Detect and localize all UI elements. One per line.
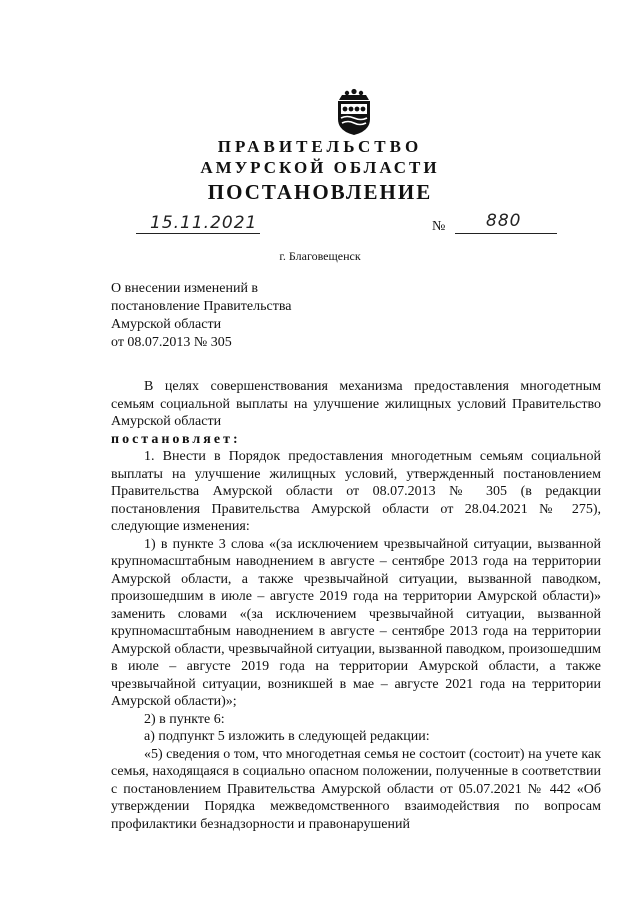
subject-line: от 08.07.2013 № 305 [111,335,232,350]
government-title: ПРАВИТЕЛЬСТВО [217,137,423,156]
paragraph-5: «5) сведения о том, что многодетная семья не состоит (состоит) на учете как семья, находящаяся в социально опасном положении, полученные в соответствии с постановлением Правительства Амурской области от 05.07.2021 № 442 «Об утверждении Порядка межведомственного взаимодействия по вопросам профилактики безнадзорности и правонарушений [111,746,601,832]
resolves-heading: постановляет: [111,431,241,447]
document-number: 880 [486,211,522,231]
paragraph-1: 1. Внести в Порядок предоставления многодетным семьям социальной выплаты на улучшение жилищных условий, утвержденный постановлением Правительства Амурской области от 08.07.2013 № 305 (в редакции постановления Правительства Амурской области от 28.04.2021 № 275), следующие изменения: [111,449,601,534]
paragraph-4: а) подпункт 5 изложить в следующей редакции: [144,729,430,744]
coat-of-arms-icon [331,88,377,136]
paragraph-3: 2) в пункте 6: [144,711,225,727]
region-title: АМУРСКОЙ ОБЛАСТИ [200,158,440,177]
document-body [111,378,601,833]
document-date: 15.11.2021 [150,213,258,233]
paragraph-2: 1) в пункте 3 слова «(за исключением чрезвычайной ситуации, вызванной крупномасштабным наводнением в августе – сентябре 2013 года на территории Амурской области, а также чрезвычайной ситуации, вызванной паводком, произошедшим в июле – августе 2019 года на территории Амурской области)» заменить словами «(за исключением чрезвычайной ситуации, вызванной крупномасштабным наводнением в августе – сентябре 2013 года на территории Амурской области, чрезвычайной ситуации, вызванной паводком, произошедшим в июле – августе 2019 года на территории Амурской области, а также чрезвычайной ситуации, возникшей в мае – августе 2021 года на территории Амурской области)»; [111,536,601,709]
city-label: г. Благовещенск [279,249,361,263]
date-underline [136,233,260,234]
subject-line: Амурской области [111,317,222,332]
number-label: № [432,219,446,234]
document-type-title: ПОСТАНОВЛЕНИЕ [207,180,433,204]
intro-paragraph: В целях совершенствования механизма предоставления многодетным семьям социальной выплаты на улучшение жилищных условий Правительство Амурской области [111,379,601,429]
subject-line: постановление Правительства [111,299,292,314]
subject-line: О внесении изменений в [111,281,259,296]
number-underline [455,233,557,234]
document-subject [111,280,291,352]
